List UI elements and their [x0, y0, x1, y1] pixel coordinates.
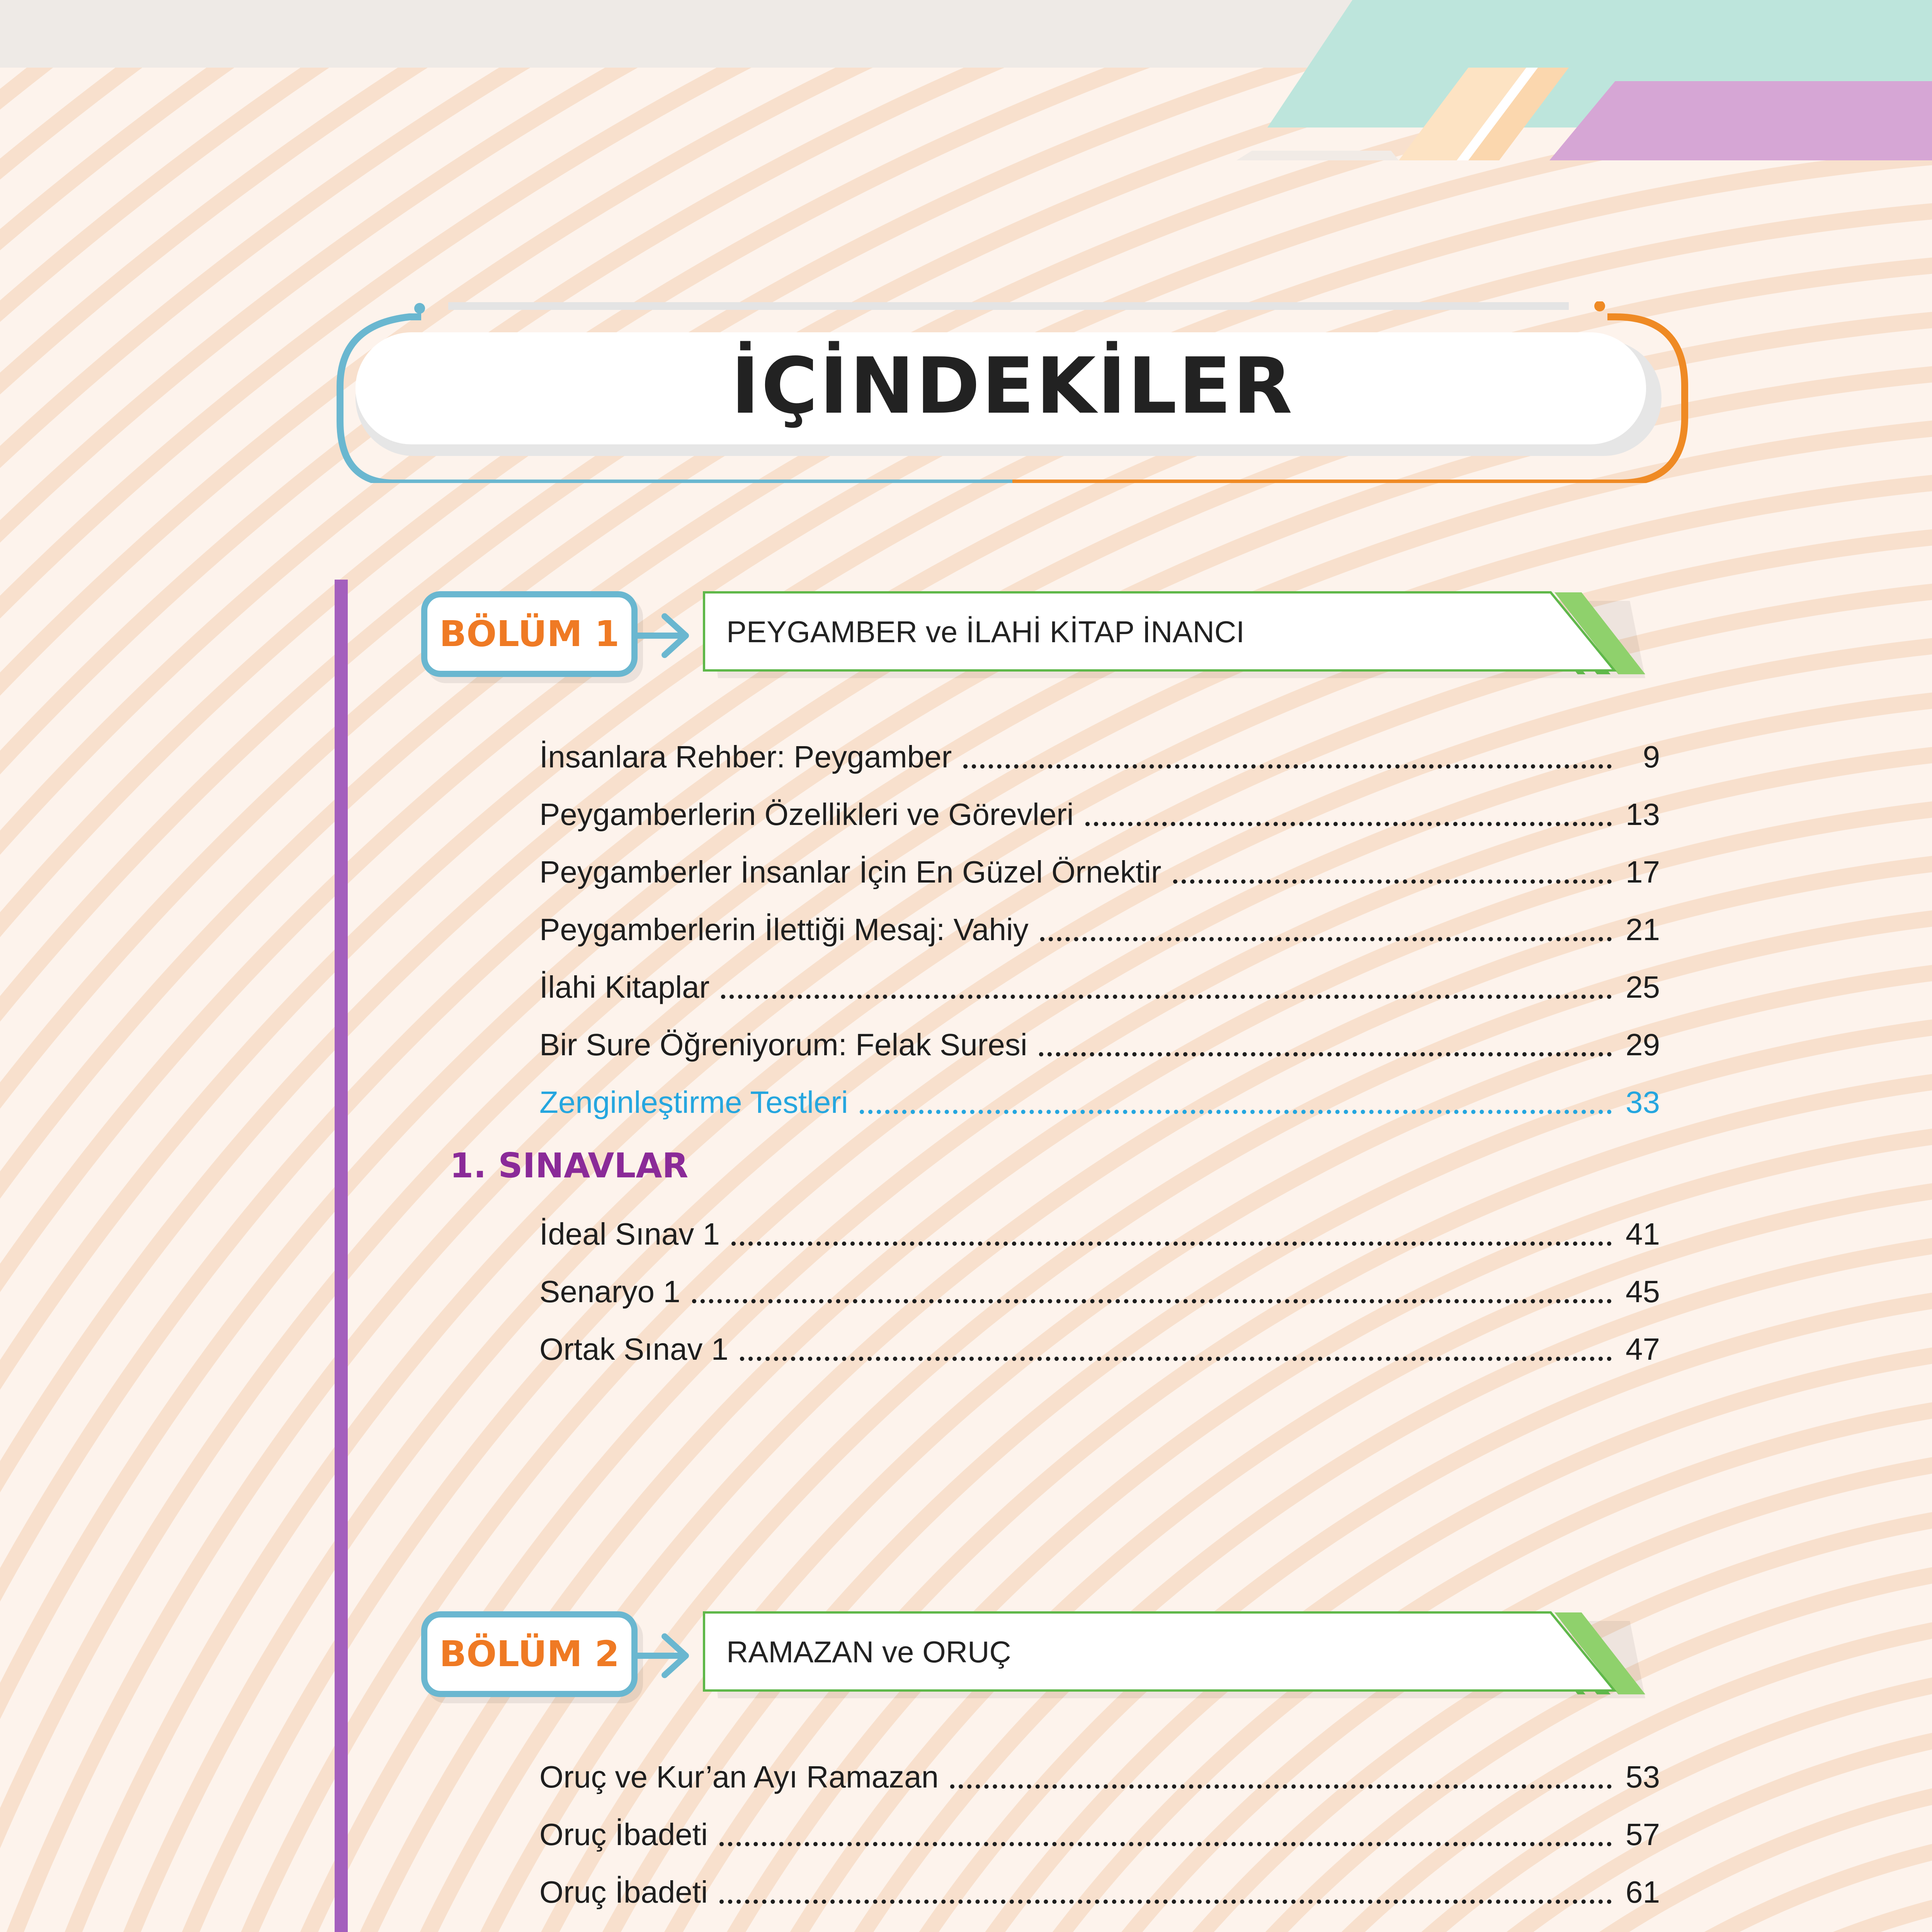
toc-entry-page: 41: [1626, 1217, 1660, 1251]
toc-entry[interactable]: [539, 1802, 1660, 1852]
toc-entry[interactable]: [539, 955, 1660, 1005]
toc-entry-label: Oruç ve Kur’an Ayı Ramazan: [539, 1760, 939, 1794]
exams-1-heading: 1. SINAVLAR: [450, 1146, 689, 1185]
toc-entry[interactable]: [539, 1012, 1660, 1063]
toc-entry-label: İnsanlara Rehber: Peygamber: [539, 740, 952, 774]
dot-leader: [692, 1299, 1612, 1303]
section-2-title: RAMAZAN ve ORUÇ: [726, 1635, 1011, 1669]
toc-entry[interactable]: [539, 840, 1660, 890]
toc-entry-page: 45: [1626, 1274, 1660, 1309]
toc-entry-page: 9: [1643, 740, 1660, 774]
arrow-right-icon: [634, 1629, 696, 1683]
dot-leader: [860, 1110, 1612, 1114]
toc-entry[interactable]: [539, 724, 1660, 775]
section-2-badge: [421, 1611, 638, 1697]
section-2-badge-label: BÖLÜM 2: [439, 1633, 619, 1675]
toc-entry-page: 21: [1626, 912, 1660, 947]
toc-entry-page: 53: [1626, 1760, 1660, 1794]
toc-entry-label: Bir Sure Öğreniyorum: Felak Suresi: [539, 1027, 1027, 1062]
toc-exam-entry[interactable]: [539, 1202, 1660, 1252]
dot-leader: [731, 1242, 1612, 1246]
dot-leader: [719, 1900, 1612, 1904]
toc-entry-label: Ortak Sınav 1: [539, 1332, 729, 1366]
toc-entry-page: 33: [1626, 1085, 1660, 1119]
section-1-title: PEYGAMBER ve İLAHİ KİTAP İNANCI: [726, 615, 1245, 649]
dot-leader: [1040, 937, 1612, 941]
toc-entry-label: Zenginleştirme Testleri: [539, 1085, 848, 1119]
dot-leader: [1173, 879, 1612, 884]
toc-entry-label: Peygamberlerin Özellikleri ve Görevleri: [539, 797, 1074, 832]
toc-entry-label: Oruç İbadeti: [539, 1817, 708, 1852]
toc-entry-label: Oruç İbadeti: [539, 1875, 708, 1909]
toc-entry-page: 29: [1626, 1027, 1660, 1062]
toc-entry[interactable]: [539, 1745, 1660, 1795]
dot-leader: [950, 1784, 1612, 1789]
dot-leader: [1039, 1052, 1612, 1056]
toc-entry[interactable]: [539, 897, 1660, 947]
dot-leader: [963, 764, 1612, 769]
toc-entry-label: İdeal Sınav 1: [539, 1217, 720, 1251]
toc-entry[interactable]: [539, 782, 1660, 832]
toc-entry-label: Senaryo 1: [539, 1274, 680, 1309]
toc-exam-entry[interactable]: [539, 1259, 1660, 1310]
arrow-right-icon: [634, 609, 696, 663]
toc-entry-page: 17: [1626, 855, 1660, 889]
toc-entry-page: 61: [1626, 1875, 1660, 1909]
toc-entry[interactable]: [539, 1917, 1660, 1932]
toc-entry-label: Peygamberler İnsanlar İçin En Güzel Örnektir: [539, 855, 1162, 889]
dot-leader: [1085, 822, 1612, 826]
vertical-accent-bar: [335, 580, 348, 1932]
section-1-badge-label: BÖLÜM 1: [439, 613, 619, 655]
dot-leader: [740, 1357, 1612, 1361]
toc-entry-page: 47: [1626, 1332, 1660, 1366]
dot-leader: [721, 995, 1612, 999]
toc-entry-enrichment-tests[interactable]: [539, 1070, 1660, 1120]
toc-exam-entry[interactable]: [539, 1317, 1660, 1367]
toc-entry-label: Peygamberlerin İlettiği Mesaj: Vahiy: [539, 912, 1029, 947]
dot-leader: [719, 1842, 1612, 1846]
toc-entry[interactable]: [539, 1860, 1660, 1910]
corner-decoration: [1236, 0, 1932, 166]
page-title: İÇİNDEKİLER: [731, 341, 1294, 431]
toc-entry-page: 25: [1626, 970, 1660, 1004]
toc-entry-page: 13: [1626, 797, 1660, 832]
toc-entry-page: 57: [1626, 1817, 1660, 1852]
section-1-badge: [421, 591, 638, 677]
toc-entry-label: İlahi Kitaplar: [539, 970, 710, 1004]
